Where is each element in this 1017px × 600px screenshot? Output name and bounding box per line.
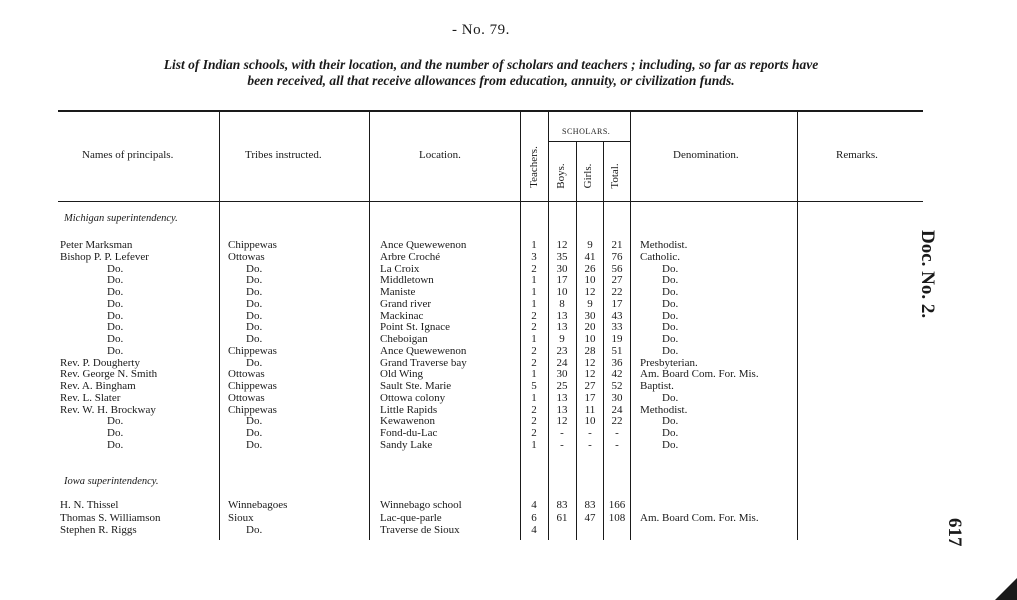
total-count: 24	[611, 403, 623, 416]
table-row	[0, 427, 1017, 439]
principal-name: Do.	[107, 344, 124, 357]
girls-count: 12	[584, 356, 596, 369]
teachers-count: 2	[531, 309, 537, 322]
total-count: 21	[611, 239, 623, 251]
total-count: 27	[611, 274, 623, 287]
boys-count: 13	[556, 321, 568, 334]
header-bottom-rule	[58, 201, 923, 202]
location: Grand Traverse bay	[380, 356, 467, 369]
principal-name: Do.	[107, 415, 124, 428]
table-row	[0, 524, 1017, 536]
denomination: Do.	[662, 297, 679, 310]
total-count: 52	[611, 380, 623, 392]
location: Cheboigan	[380, 333, 428, 345]
table-row	[0, 380, 1017, 392]
principal-name: Rev. W. H. Brockway	[60, 403, 156, 416]
total-count: 36	[611, 356, 623, 369]
denomination: Do.	[662, 274, 679, 287]
boys-count: 30	[556, 368, 568, 381]
denomination: Methodist.	[640, 239, 688, 251]
teachers-count: 2	[531, 356, 537, 369]
tribe: Ottowas	[228, 368, 265, 381]
boys-count: 83	[556, 499, 568, 511]
denomination: Do.	[662, 427, 679, 439]
total-count: 56	[611, 262, 623, 275]
location: Winnebago school	[380, 499, 462, 511]
total-count: 17	[611, 297, 623, 310]
table-row	[0, 263, 1017, 275]
location: Little Rapids	[380, 403, 438, 416]
location: Ance Quewewenon	[380, 344, 467, 357]
header-total: Total.	[609, 163, 621, 189]
principal-name: Do.	[107, 321, 124, 334]
location: Traverse de Sioux	[380, 524, 460, 536]
total-count: -	[615, 427, 619, 439]
teachers-count: 1	[531, 274, 537, 287]
tribe: Do.	[246, 262, 263, 275]
total-count: 30	[611, 391, 623, 404]
boys-count: -	[560, 427, 564, 439]
location: Grand river	[380, 297, 432, 310]
table-row	[0, 499, 1017, 511]
teachers-count: 2	[531, 262, 537, 275]
principal-name: Do.	[107, 309, 124, 322]
total-count: 108	[608, 511, 626, 524]
principal-name: Do.	[107, 427, 124, 439]
table-row	[0, 251, 1017, 263]
table-row	[0, 298, 1017, 310]
boys-count: 30	[556, 262, 568, 275]
denomination: Do.	[662, 309, 679, 322]
tribe: Chippewas	[228, 239, 277, 251]
boys-count: 24	[556, 356, 568, 369]
teachers-count: 2	[531, 427, 537, 439]
boys-count: 9	[559, 333, 565, 345]
boys-count: 12	[556, 239, 568, 251]
table-row	[0, 310, 1017, 322]
principal-name: Rev. A. Bingham	[60, 380, 136, 392]
table-row	[0, 404, 1017, 416]
girls-count: 9	[587, 297, 593, 310]
denomination: Do.	[662, 333, 679, 345]
total-count: 22	[611, 286, 623, 298]
table-row	[0, 321, 1017, 333]
tribe: Do.	[246, 274, 263, 287]
tribe: Do.	[246, 321, 263, 334]
total-count: 51	[611, 344, 623, 357]
girls-count: 17	[584, 391, 596, 404]
side-page-number: 617	[944, 518, 965, 547]
table-row	[0, 439, 1017, 451]
tribe: Do.	[246, 438, 263, 451]
teachers-count: 1	[531, 297, 537, 310]
total-count: 42	[611, 368, 623, 381]
boys-count: 23	[556, 344, 568, 357]
tribe: Ottowas	[228, 250, 265, 263]
girls-count: 27	[584, 380, 596, 392]
table-row	[0, 415, 1017, 427]
total-count: 33	[611, 321, 623, 334]
tribe: Chippewas	[228, 380, 277, 392]
tribe: Winnebagoes	[228, 499, 288, 511]
tribe: Do.	[246, 286, 263, 298]
teachers-count: 2	[531, 344, 537, 357]
denomination: Do.	[662, 286, 679, 298]
table-top-rule	[58, 110, 923, 112]
teachers-count: 5	[531, 380, 537, 392]
location: Maniste	[380, 286, 416, 298]
location: La Croix	[380, 262, 420, 275]
scholars-rule	[548, 141, 630, 142]
teachers-count: 2	[531, 321, 537, 334]
girls-count: 10	[584, 274, 596, 287]
principal-name: Do.	[107, 297, 124, 310]
boys-count: 17	[556, 274, 568, 287]
teachers-count: 3	[531, 250, 537, 263]
caption-line-1: List of Indian schools, with their location, and the number of scholars and teachers ; including, so far as reports have	[163, 57, 819, 72]
denomination: Do.	[662, 415, 679, 428]
tribe: Do.	[246, 297, 263, 310]
header-boys: Boys.	[555, 163, 567, 189]
header-tribes: Tribes instructed.	[245, 149, 322, 161]
girls-count: 83	[584, 499, 596, 511]
girls-count: -	[588, 438, 592, 451]
denomination: Do.	[662, 344, 679, 357]
girls-count: 9	[587, 239, 593, 251]
principal-name: Do.	[107, 286, 124, 298]
location: Ance Quewewenon	[380, 239, 467, 251]
tribe: Do.	[246, 356, 263, 369]
girls-count: 10	[584, 415, 596, 428]
teachers-count: 6	[531, 511, 537, 524]
teachers-count: 1	[531, 438, 537, 451]
table-row	[0, 512, 1017, 524]
teachers-count: 4	[531, 524, 537, 536]
principal-name: Rev. P. Dougherty	[60, 356, 140, 369]
principal-name: Do.	[107, 333, 124, 345]
denomination: Am. Board Com. For. Mis.	[640, 511, 759, 524]
girls-count: 28	[584, 344, 596, 357]
boys-count: 13	[556, 403, 568, 416]
boys-count: 8	[559, 297, 565, 310]
teachers-count: 2	[531, 415, 537, 428]
total-count: 43	[611, 309, 623, 322]
tribe: Chippewas	[228, 403, 277, 416]
tribe: Do.	[246, 427, 263, 439]
table-row	[0, 274, 1017, 286]
tribe: Chippewas	[228, 344, 277, 357]
teachers-count: 1	[531, 368, 537, 381]
principal-name: Do.	[107, 262, 124, 275]
principal-name: Do.	[107, 274, 124, 287]
table-row	[0, 368, 1017, 380]
header-remarks: Remarks.	[836, 149, 878, 161]
table-row	[0, 357, 1017, 369]
teachers-count: 2	[531, 403, 537, 416]
tribe: Do.	[246, 333, 263, 345]
boys-count: 10	[556, 286, 568, 298]
header-scholars: SCHOLARS.	[562, 127, 611, 136]
girls-count: 30	[584, 309, 596, 322]
location: Ottowa colony	[380, 391, 446, 404]
denomination: Presbyterian.	[640, 356, 698, 369]
girls-count: 47	[584, 511, 596, 524]
tribe: Ottowas	[228, 391, 265, 404]
denomination: Catholic.	[640, 250, 681, 263]
teachers-count: 4	[531, 499, 537, 511]
principal-name: Do.	[107, 438, 124, 451]
tribe: Do.	[246, 309, 263, 322]
boys-count: 12	[556, 415, 568, 428]
boys-count: 13	[556, 309, 568, 322]
teachers-count: 1	[531, 391, 537, 404]
caption-line-2: been received, all that receive allowances from education, annuity, or civilization funds.	[247, 73, 735, 88]
corner-mark	[995, 578, 1017, 600]
girls-count: 12	[584, 286, 596, 298]
teachers-count: 1	[531, 333, 537, 345]
location: Kewawenon	[380, 415, 435, 428]
side-doc-label: Doc. No. 2.	[917, 230, 938, 319]
principal-name: Peter Marksman	[60, 239, 133, 251]
total-count: 76	[611, 250, 623, 263]
total-count: 166	[608, 499, 626, 511]
page-number: - No. 79.	[452, 22, 510, 38]
header-location: Location.	[419, 149, 461, 161]
principal-name: H. N. Thissel	[60, 499, 119, 511]
location: Sault Ste. Marie	[380, 380, 452, 392]
section-title: Michigan superintendency.	[64, 213, 178, 224]
location: Arbre Croché	[380, 250, 441, 263]
table-row	[0, 392, 1017, 404]
boys-count: 13	[556, 391, 568, 404]
teachers-count: 1	[531, 239, 537, 251]
total-count: 22	[611, 415, 623, 428]
location: Lac-que-parle	[380, 511, 442, 524]
girls-count: 26	[584, 262, 596, 275]
tribe: Do.	[246, 524, 263, 536]
location: Mackinac	[380, 309, 424, 322]
principal-name: Bishop P. P. Lefever	[60, 250, 149, 263]
table-caption	[56, 57, 926, 89]
table-row	[0, 286, 1017, 298]
denomination: Am. Board Com. For. Mis.	[640, 368, 759, 381]
denomination: Do.	[662, 321, 679, 334]
location: Point St. Ignace	[380, 321, 450, 334]
denomination: Do.	[662, 262, 679, 275]
header-denomination: Denomination.	[673, 149, 739, 161]
principal-name: Thomas S. Williamson	[60, 511, 161, 524]
girls-count: 20	[584, 321, 596, 334]
table-row	[0, 333, 1017, 345]
denomination: Do.	[662, 438, 679, 451]
girls-count: 11	[584, 403, 596, 416]
total-count: -	[615, 438, 619, 451]
tribe: Do.	[246, 415, 263, 428]
header-teachers: Teachers.	[528, 146, 540, 188]
girls-count: -	[588, 427, 592, 439]
location: Sandy Lake	[380, 438, 433, 451]
boys-count: 61	[556, 511, 568, 524]
boys-count: -	[560, 438, 564, 451]
location: Old Wing	[380, 368, 424, 381]
section-title: Iowa superintendency.	[64, 476, 159, 487]
principal-name: Rev. L. Slater	[60, 391, 121, 404]
principal-name: Rev. George N. Smith	[60, 368, 158, 381]
boys-count: 25	[556, 380, 568, 392]
header-principals: Names of principals.	[82, 149, 174, 161]
girls-count: 12	[584, 368, 596, 381]
location: Middletown	[380, 274, 434, 287]
denomination: Do.	[662, 391, 679, 404]
table-row	[0, 345, 1017, 357]
boys-count: 35	[556, 250, 568, 263]
total-count: 19	[611, 333, 623, 345]
denomination: Methodist.	[640, 403, 688, 416]
location: Fond-du-Lac	[380, 427, 438, 439]
tribe: Sioux	[228, 511, 254, 524]
girls-count: 10	[584, 333, 596, 345]
table-row	[0, 239, 1017, 251]
teachers-count: 1	[531, 286, 537, 298]
girls-count: 41	[584, 250, 596, 263]
principal-name: Stephen R. Riggs	[60, 524, 137, 536]
header-girls: Girls.	[582, 163, 594, 189]
denomination: Baptist.	[640, 380, 674, 392]
